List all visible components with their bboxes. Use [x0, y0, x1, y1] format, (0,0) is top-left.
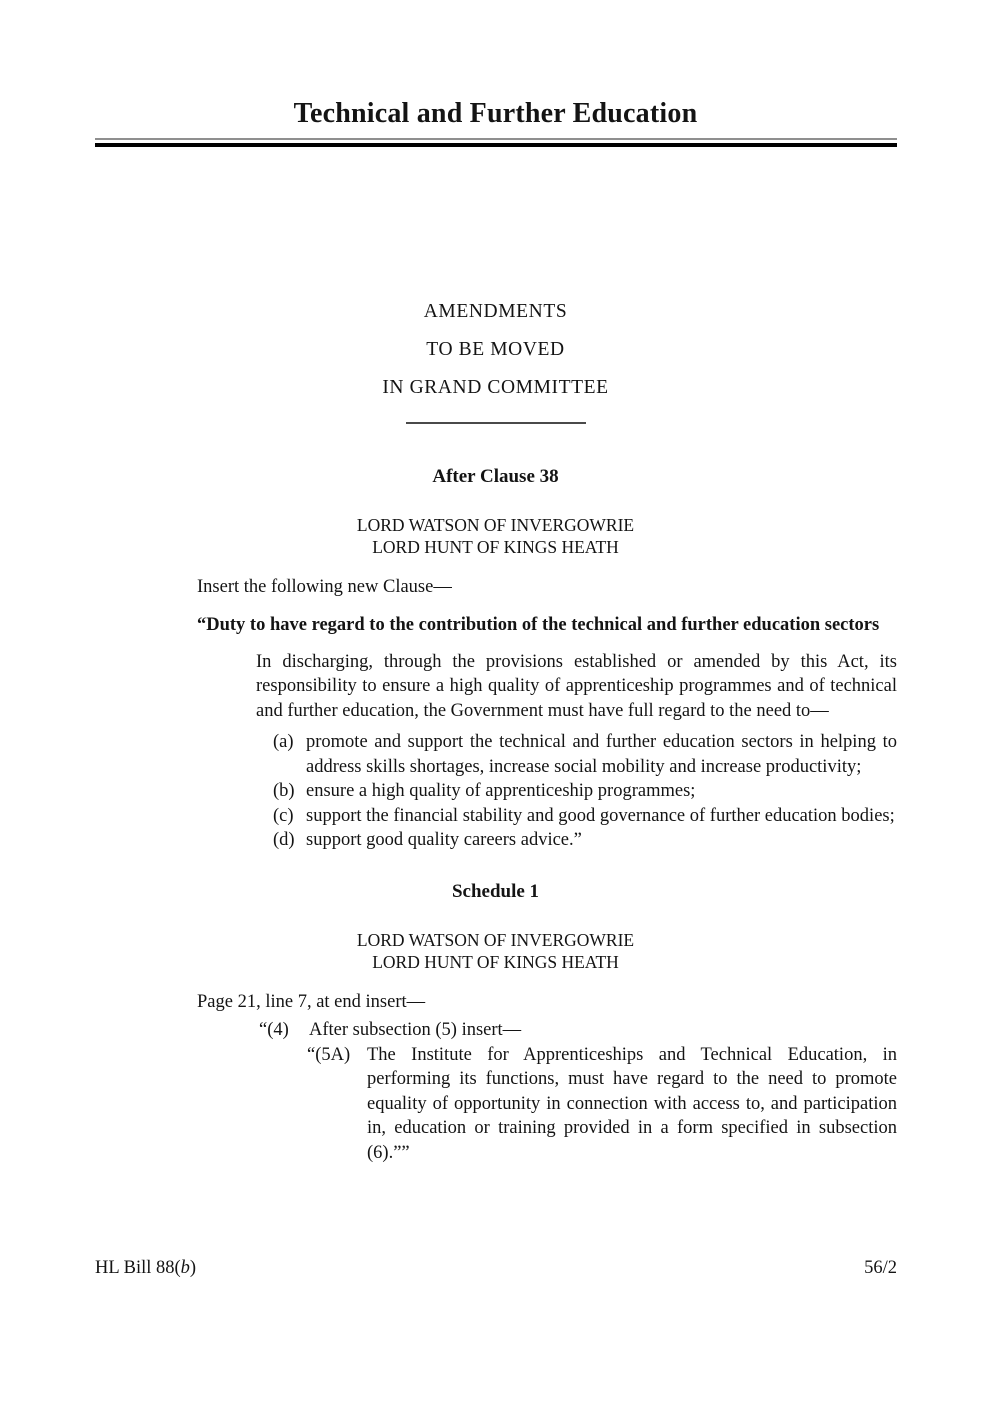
sponsor-name: LORD WATSON OF INVERGOWRIE	[356, 929, 635, 950]
amendment-text-block	[0, 1018, 991, 1165]
list-item-c	[197, 804, 897, 829]
amendment-subsection-5a	[197, 1043, 897, 1166]
list-item-text: support the financial stability and good governance of further education bodies;	[306, 805, 895, 826]
preamble-line-committee: IN GRAND COMMITTEE	[382, 377, 609, 398]
amendment-instruction: Page 21, line 7, at end insert—	[197, 991, 426, 1012]
bill-number-letter: b	[180, 1258, 190, 1278]
list-item-label: (a)	[273, 732, 294, 752]
amendment-subsection-4	[197, 1018, 897, 1043]
preamble-block	[0, 293, 991, 407]
list-item-d	[197, 828, 897, 853]
new-clause-title: “Duty to have regard to the contribution of the technical and further education sectors	[197, 614, 880, 635]
bill-number-suffix: )	[189, 1258, 197, 1278]
amendment-text: The Institute for Apprenticeships and Technical Education, in performing its functions, must have regard to the need to promote equality of opportunity in connection with access to, and participation in, education or training provided in a form specified in subsection (6).””	[367, 1044, 897, 1163]
new-clause-body: In discharging, through the provisions established or amended by this Act, its responsibility to ensure a high quality of apprenticeship programmes and of technical and further education, the Government must have full regard to the need to—	[256, 651, 897, 721]
preamble-line-amendments: AMENDMENTS	[423, 301, 568, 322]
sponsor-name: LORD WATSON OF INVERGOWRIE	[356, 515, 635, 535]
clause-item-list	[0, 730, 991, 853]
page-title: Technical and Further Education	[293, 98, 698, 129]
list-item-text: support good quality careers advice.”	[306, 830, 582, 850]
section-heading-schedule-1: Schedule 1	[451, 880, 540, 902]
preamble-line-to-be-moved: TO BE MOVED	[426, 339, 565, 360]
sponsor-name: LORD HUNT OF KINGS HEATH	[372, 537, 619, 557]
serial-number: 56/2	[864, 1258, 897, 1278]
list-item-label: (d)	[273, 830, 295, 850]
list-item-label: (c)	[273, 805, 294, 826]
section-divider-rule	[406, 422, 586, 424]
title-double-rule	[95, 138, 897, 147]
list-item-text: promote and support the technical and further education sectors in helping to address skills shortages, increase social mobility and increase productivity;	[306, 732, 897, 777]
bill-number	[95, 1256, 196, 1280]
list-item-a	[197, 730, 897, 779]
section-heading-after-clause-38: After Clause 38	[432, 466, 559, 487]
list-item-text: ensure a high quality of apprenticeship programmes;	[306, 781, 696, 801]
amendment-label: “(4)	[259, 1020, 289, 1040]
amendment-text: After subsection (5) insert—	[309, 1020, 522, 1040]
sponsor-list	[0, 929, 991, 973]
sponsor-list	[0, 514, 991, 558]
bill-number-prefix: HL Bill 88(	[95, 1258, 181, 1278]
sponsor-name: LORD HUNT OF KINGS HEATH	[372, 951, 619, 972]
amendment-label: “(5A)	[307, 1044, 351, 1065]
amendment-instruction: Insert the following new Clause—	[197, 577, 452, 597]
list-item-b	[197, 779, 897, 804]
list-item-label: (b)	[273, 781, 295, 801]
page-footer	[95, 1256, 897, 1280]
